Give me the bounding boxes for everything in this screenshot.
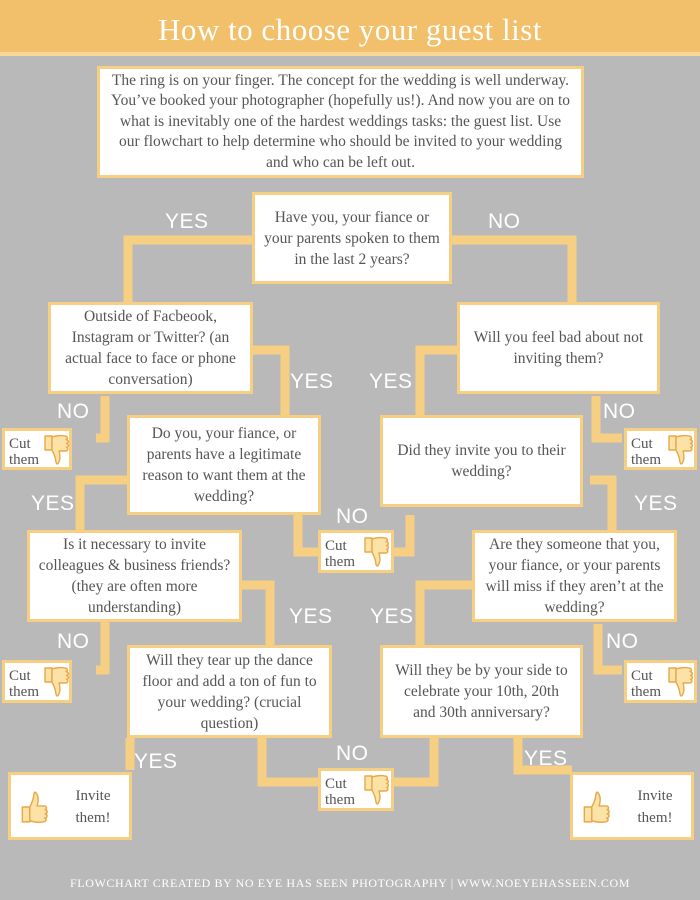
question-3-box: Will you feel bad about not inviting them? [457,302,660,394]
cut-them-box [318,768,394,811]
cut-them-box [318,530,394,573]
label-yes: YES [134,750,178,773]
label-yes: YES [369,370,413,393]
thumbs-down-icon [41,433,71,467]
cut-them-box [2,660,72,703]
label-yes: YES [370,605,414,628]
cut-them-label: Cut them [9,436,39,468]
label-no: NO [603,400,636,423]
cut-them-label: Cut them [325,776,355,808]
label-yes: YES [165,210,209,233]
footer-credit: FLOWCHART CREATED BY NO EYE HAS SEEN PHOTOGRAPHY | WWW.NOEYEHASSEEN.COM [70,876,630,890]
question-7-box: Are they someone that you, your fiance, or your parents will miss if they aren’t at the wedding? [472,530,677,622]
label-yes: YES [634,492,678,515]
thumbs-down-icon [361,773,391,807]
intro-box: The ring is on your finger. The concept for the wedding is well underway. You’ve booked your photographer (hopefully us!). And now you are on to what is inevitably one of the hardest weddings tasks: the guest list. Use our flowchart to help determine who should be invited to your wedding and who can be left out. [97,66,584,178]
cut-them-box [624,428,697,470]
question-8-box: Will they tear up the dance floor and add a ton of fun to your wedding? (crucial question) [127,645,332,738]
cut-them-box [2,428,72,470]
invite-them-label: Invite them! [637,788,673,826]
thumbs-up-icon [17,789,51,825]
label-no: NO [336,505,369,528]
question-9-box: Will they be by your side to celebrate your 10th, 20th and 30th anniversary? [380,645,583,738]
label-yes: YES [289,605,333,628]
thumbs-up-icon [579,789,613,825]
question-5-box: Did they invite you to their wedding? [380,415,583,507]
label-no: NO [488,210,521,233]
invite-them-box [8,772,132,840]
thumbs-down-icon [41,665,71,699]
label-no: NO [336,742,369,765]
label-yes: YES [290,370,334,393]
page-header [0,0,700,56]
invite-them-box [570,772,694,840]
label-no: NO [57,630,90,653]
thumbs-down-icon [361,535,391,569]
question-2-box: Outside of Facbeook, Instagram or Twitter? (an actual face to face or phone conversation) [48,302,253,394]
question-6-box: Is it necessary to invite colleagues & business friends? (they are often more understanding) [27,530,242,622]
label-no: NO [57,400,90,423]
label-no: NO [606,630,639,653]
question-4-box: Do you, your fiance, or parents have a legitimate reason to want them at the wedding? [127,415,321,515]
label-yes: YES [524,747,568,770]
thumbs-down-icon [665,665,695,699]
invite-them-label: Invite them! [75,788,111,826]
thumbs-down-icon [665,433,695,467]
cut-them-label: Cut them [9,668,39,700]
cut-them-label: Cut them [325,538,355,570]
cut-them-label: Cut them [631,668,661,700]
page-title: How to choose your guest list [158,12,542,47]
cut-them-label: Cut them [631,436,661,468]
label-yes: YES [31,492,75,515]
cut-them-box [624,660,697,703]
question-1-box: Have you, your fiance or your parents spoken to them in the last 2 years? [252,192,452,284]
